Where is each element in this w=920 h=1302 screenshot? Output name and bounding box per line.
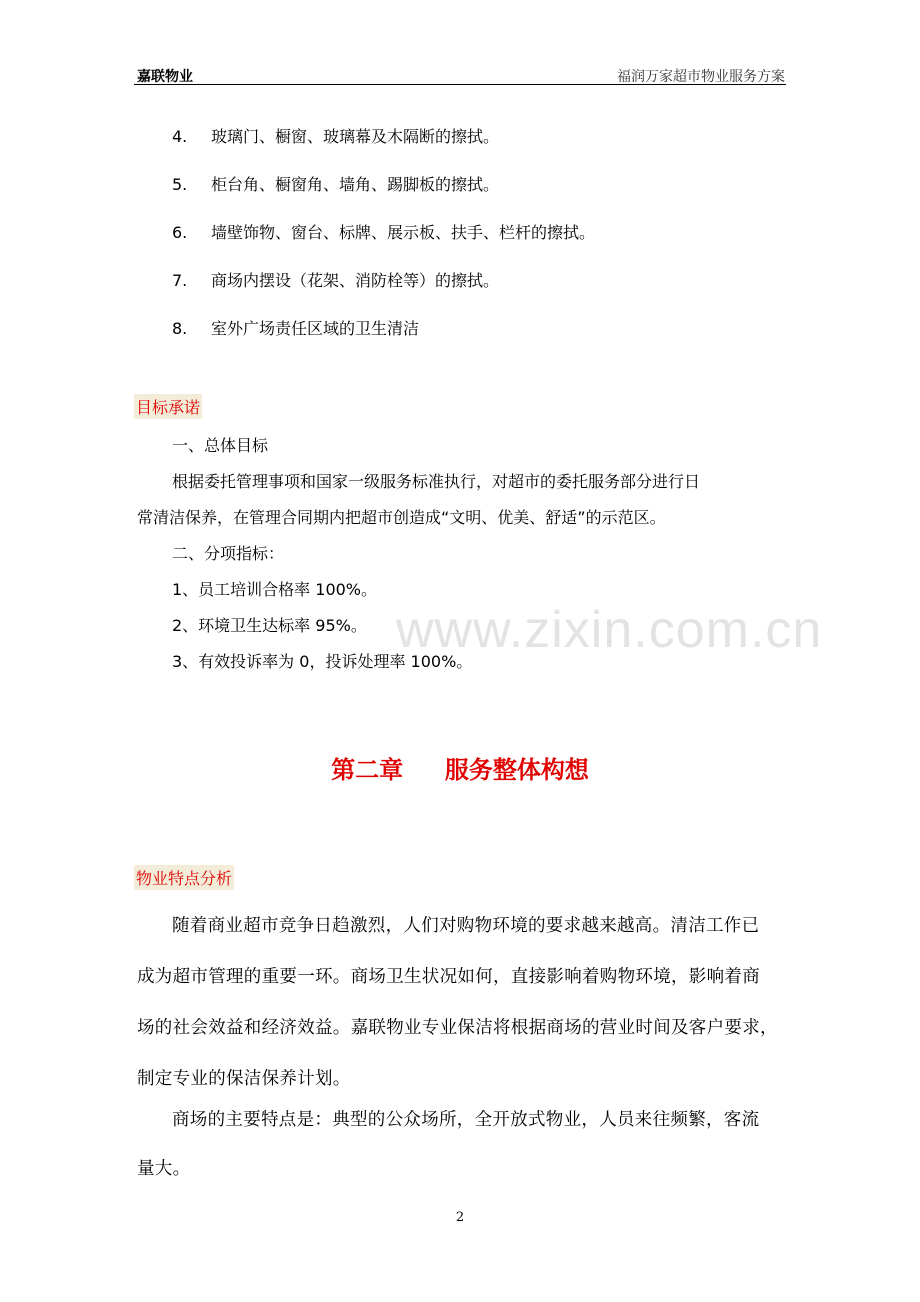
list-item bbox=[172, 172, 499, 195]
page-number: 2 bbox=[455, 1210, 465, 1225]
list-item-number: 4. bbox=[172, 127, 188, 146]
list-item-text: 室外广场责任区域的卫生清洁 bbox=[211, 319, 420, 338]
list-item-number: 6. bbox=[172, 223, 188, 242]
chapter-number: 第二章 bbox=[331, 756, 404, 784]
sub-indicators-title: 二、分项指标： bbox=[172, 544, 285, 563]
header-divider bbox=[134, 84, 786, 85]
paragraph-line: 制定专业的保洁保养计划。 bbox=[137, 1069, 351, 1089]
list-item bbox=[172, 316, 419, 339]
paragraph-line: 量大。 bbox=[137, 1159, 191, 1179]
list-item-text: 墙壁饰物、窗台、标牌、展示板、扶手、栏杆的擦拭。 bbox=[211, 223, 596, 242]
indicator-item: 2、环境卫生达标率 95%。 bbox=[172, 616, 367, 635]
list-item-number: 5. bbox=[172, 175, 188, 194]
list-item-text: 玻璃门、橱窗、玻璃幕及木隔断的擦拭。 bbox=[211, 127, 500, 146]
list-item bbox=[172, 268, 499, 291]
watermark: www.zixin.com.cn bbox=[396, 601, 823, 659]
paragraph-line: 商场的主要特点是：典型的公众场所，全开放式物业，人员来往频繁，客流 bbox=[172, 1110, 760, 1130]
list-item-number: 8. bbox=[172, 319, 188, 338]
section-heading-targets: 目标承诺 bbox=[134, 394, 202, 419]
paragraph-line: 成为超市管理的重要一环。商场卫生状况如何，直接影响着购物环境，影响着商 bbox=[137, 967, 760, 987]
indicator-item: 3、有效投诉率为 0，投诉处理率 100%。 bbox=[172, 652, 473, 671]
overall-goal-title: 一、总体目标 bbox=[172, 436, 269, 455]
paragraph-line: 随着商业超市竞争日趋激烈，人们对购物环境的要求越来越高。清洁工作已 bbox=[172, 916, 760, 936]
list-item-text: 商场内摆设（花架、消防栓等）的擦拭。 bbox=[211, 271, 500, 290]
section-heading-analysis: 物业特点分析 bbox=[134, 865, 234, 890]
list-item-number: 7. bbox=[172, 271, 188, 290]
header-company: 嘉联物业 bbox=[137, 69, 193, 85]
list-item bbox=[172, 124, 499, 147]
list-item bbox=[172, 220, 595, 243]
header-document-title: 福润万家超市物业服务方案 bbox=[617, 69, 785, 85]
chapter-title: 服务整体构想 bbox=[444, 756, 589, 784]
chapter-heading bbox=[0, 750, 920, 785]
indicator-item: 1、员工培训合格率 100%。 bbox=[172, 580, 378, 599]
overall-goal-line: 常清洁保养，在管理合同期内把超市创造成“文明、优美、舒适”的示范区。 bbox=[137, 508, 666, 527]
overall-goal-line: 根据委托管理事项和国家一级服务标准执行，对超市的委托服务部分进行日 bbox=[172, 472, 701, 491]
list-item-text: 柜台角、橱窗角、墙角、踢脚板的擦拭。 bbox=[211, 175, 500, 194]
paragraph-line: 场的社会效益和经济效益。嘉联物业专业保洁将根据商场的营业时间及客户要求， bbox=[137, 1018, 778, 1038]
